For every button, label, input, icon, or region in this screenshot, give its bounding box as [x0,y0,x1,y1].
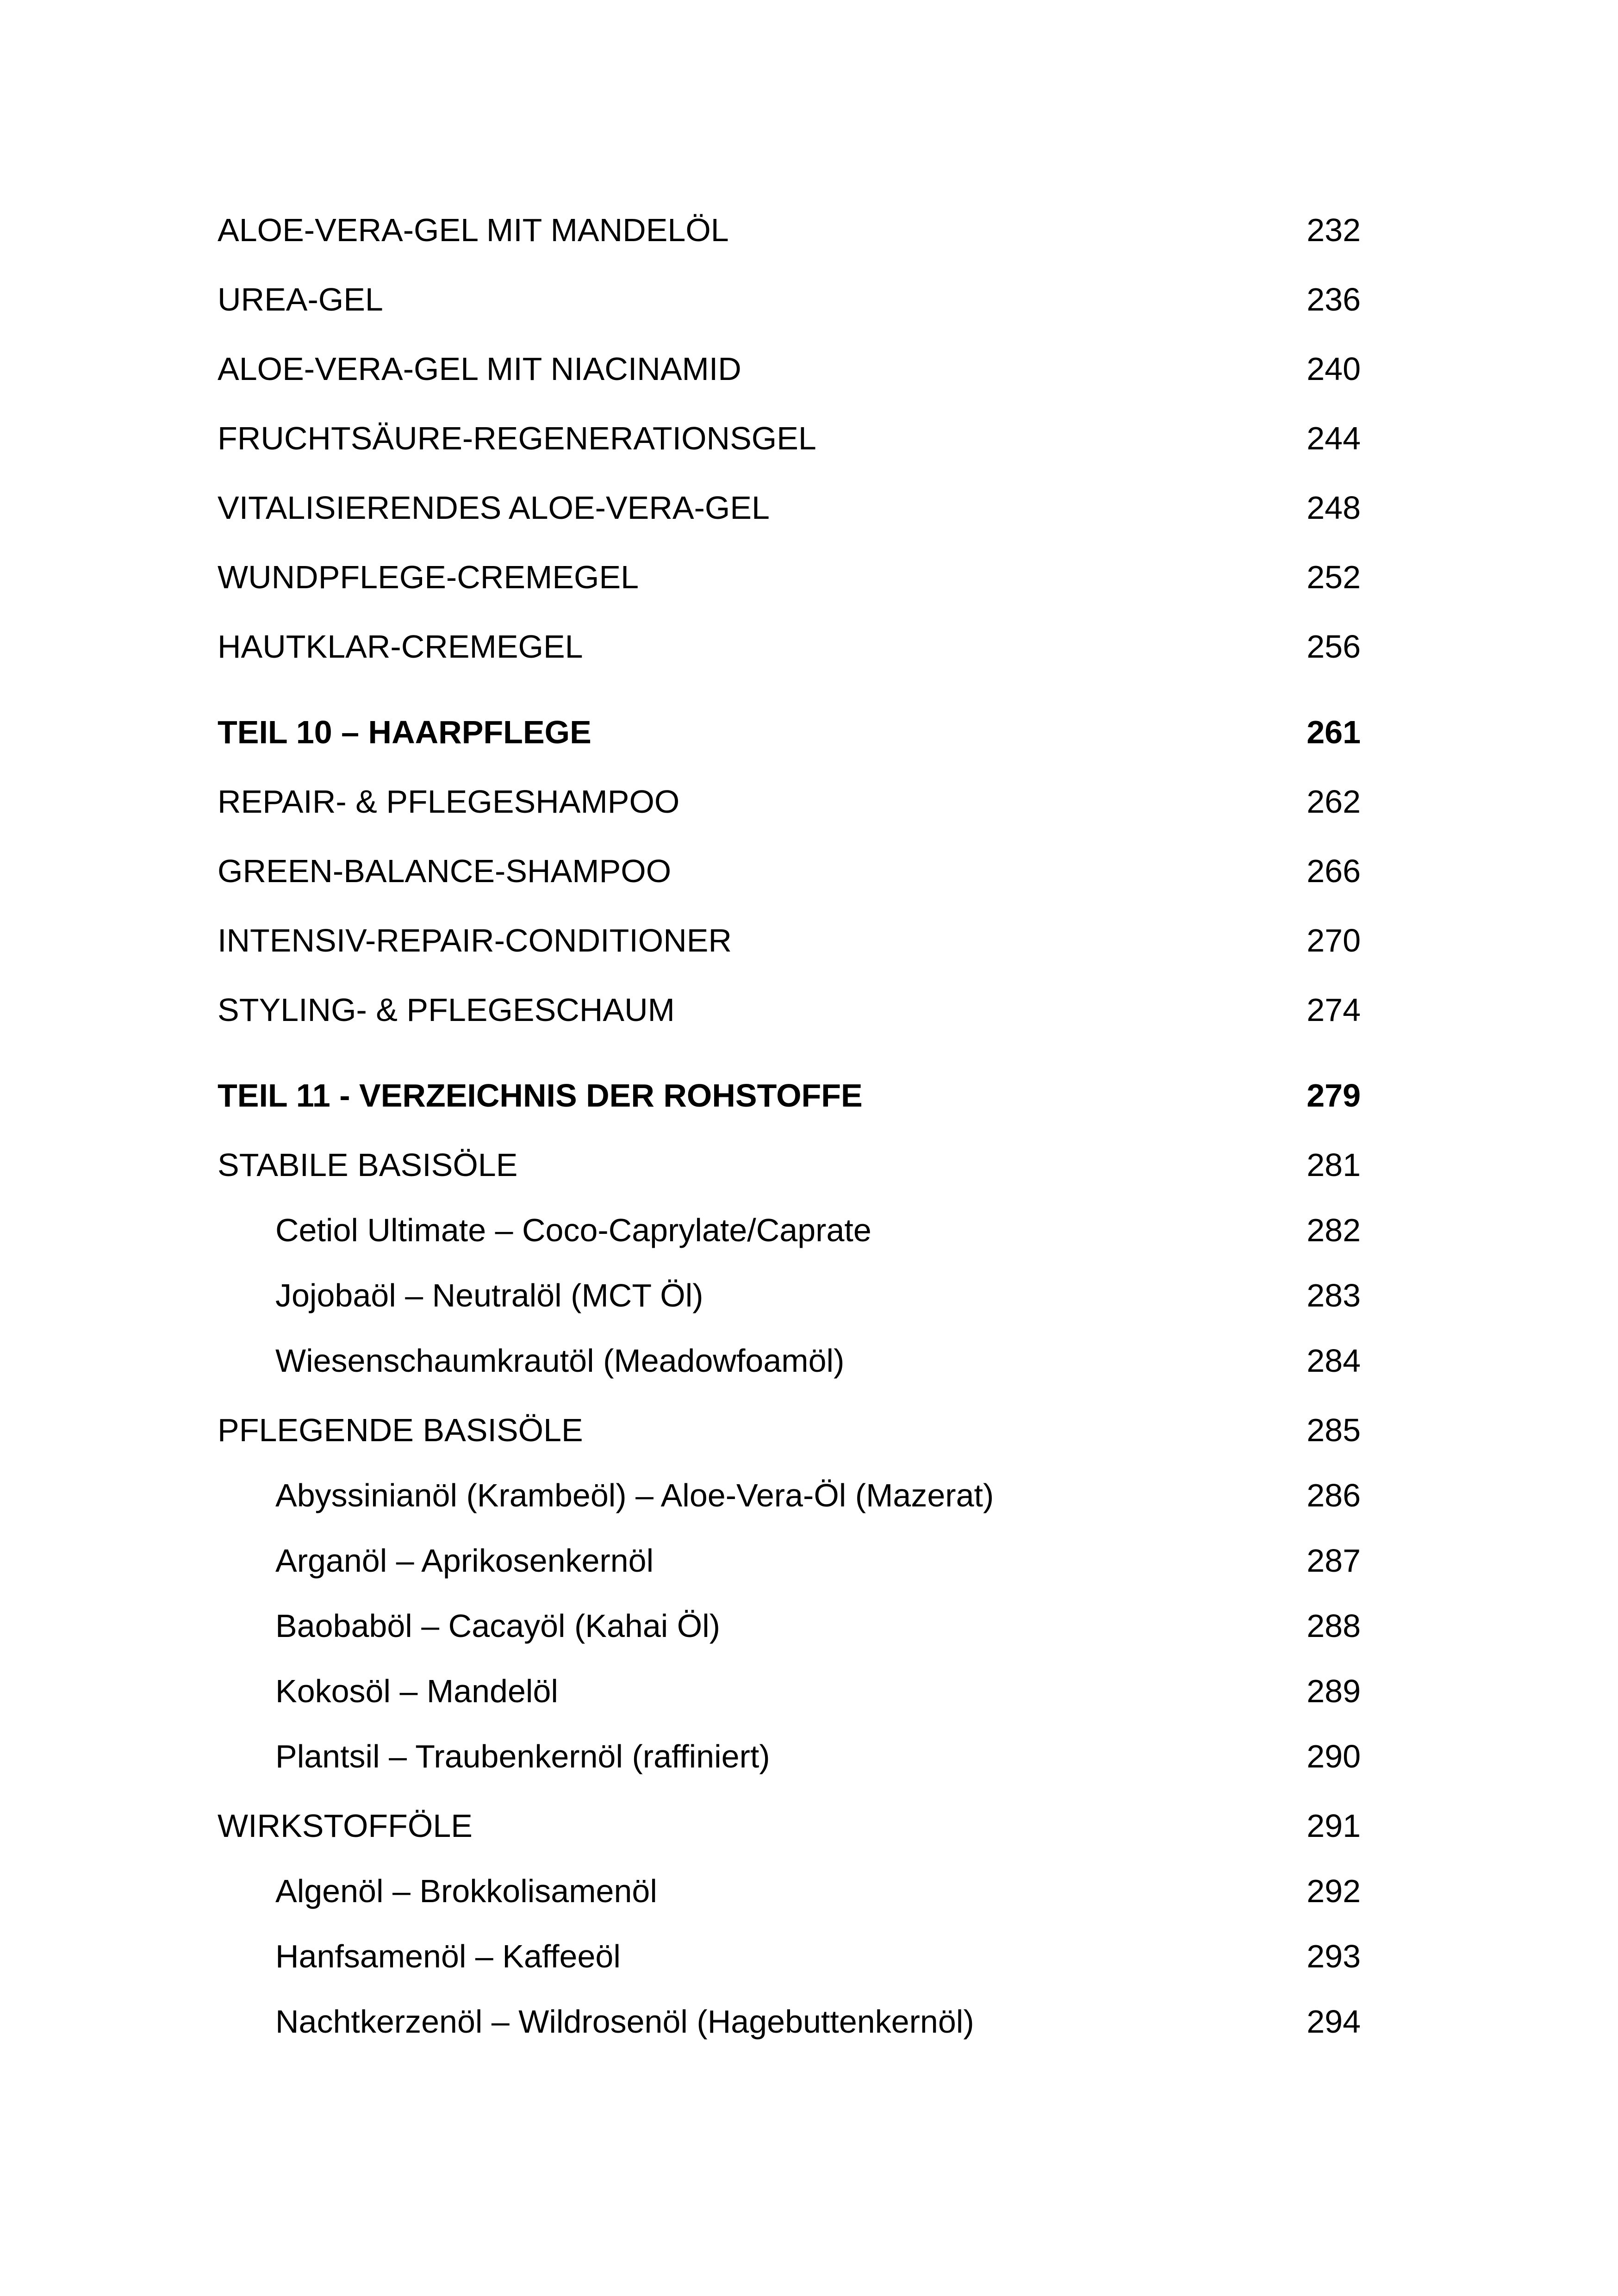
toc-entry-page: 236 [1307,281,1361,317]
toc-entry-label: GREEN-BALANCE-SHAMPOO [218,853,672,889]
toc-subitem-label: Kokosöl – Mandelöl [275,1673,558,1709]
toc-subitem-row [218,1875,1361,1907]
toc-entry-page: 274 [1307,992,1361,1028]
toc-subitem-row [218,1740,1361,1773]
toc-item-row [218,492,1361,524]
toc-entry-page: 248 [1307,490,1361,526]
toc-group-label: PFLEGENDE BASISÖLE [218,1412,583,1448]
toc-subitem-page: 289 [1307,1673,1361,1709]
toc-part-label: TEIL 11 - VERZEICHNIS DER ROHSTOFFE [218,1077,863,1114]
toc-subitem-page: 293 [1307,1938,1361,1974]
toc-subitem-page: 283 [1307,1277,1361,1313]
toc-group-label: STABILE BASISÖLE [218,1147,518,1183]
toc-subitem-label: Cetiol Ultimate – Coco-Caprylate/Caprate [275,1212,871,1248]
toc-entry-label: REPAIR- & PFLEGESHAMPOO [218,784,680,820]
toc-item-row [218,855,1361,887]
toc-item-row [218,561,1361,593]
toc-item-row [218,283,1361,316]
toc-group-page: 281 [1307,1147,1361,1183]
toc-entry-label: WUNDPFLEGE-CREMEGEL [218,559,639,595]
toc-entry-label: UREA-GEL [218,281,383,317]
toc-subitem-label: Algenöl – Brokkolisamenöl [275,1873,657,1909]
toc-entry-label: ALOE-VERA-GEL MIT NIACINAMID [218,351,741,387]
toc-subitem-label: Nachtkerzenöl – Wildrosenöl (Hagebuttenkernöl) [275,2004,974,2040]
toc-part-page: 279 [1307,1077,1361,1114]
toc-entry-page: 256 [1307,628,1361,665]
toc-subitem-row [218,1479,1361,1512]
toc-subitem-page: 294 [1307,2004,1361,2040]
toc-group-page: 291 [1307,1808,1361,1844]
toc-item-row [218,422,1361,454]
toc-subitem-label: Arganöl – Aprikosenkernöl [275,1543,654,1579]
toc-subitem-row [218,1675,1361,1707]
toc-subitem-label: Hanfsamenöl – Kaffeeöl [275,1938,621,1974]
toc-entry-label: VITALISIERENDES ALOE-VERA-GEL [218,490,770,526]
toc-subitem-page: 287 [1307,1543,1361,1579]
toc-item-row [218,785,1361,818]
toc-entry-label: HAUTKLAR-CREMEGEL [218,628,583,665]
toc-subitem-label: Baobaböl – Cacayöl (Kahai Öl) [275,1608,721,1644]
toc-subitem-row [218,1214,1361,1246]
toc-subitem-label: Abyssinianöl (Krambeöl) – Aloe-Vera-Öl (Mazerat) [275,1477,994,1513]
toc-item-row [218,924,1361,957]
toc-entry-page: 266 [1307,853,1361,889]
toc-entry-page: 252 [1307,559,1361,595]
toc-item-row [218,353,1361,385]
toc-subitem-label: Wiesenschaumkrautöl (Meadowfoamöl) [275,1343,845,1379]
toc-subitem-row [218,1544,1361,1577]
toc-subitem-row [218,1344,1361,1377]
toc-subitem-page: 284 [1307,1343,1361,1379]
toc-entry-page: 232 [1307,212,1361,248]
toc-group-row [218,1810,1361,1842]
toc-subitem-row [218,1940,1361,1972]
toc-entry-label: INTENSIV-REPAIR-CONDITIONER [218,922,732,958]
toc-part-row [218,716,1361,748]
toc-subitem-page: 288 [1307,1608,1361,1644]
toc-part-page: 261 [1307,714,1361,750]
toc-subitem-page: 292 [1307,1873,1361,1909]
toc-group-label: WIRKSTOFFÖLE [218,1808,473,1844]
toc-entry-page: 240 [1307,351,1361,387]
toc-part-label: TEIL 10 – HAARPFLEGE [218,714,591,750]
toc-entry-label: ALOE-VERA-GEL MIT MANDELÖL [218,212,729,248]
toc-subitem-page: 282 [1307,1212,1361,1248]
table-of-contents [218,214,1361,2038]
toc-subitem-row [218,2005,1361,2038]
toc-subitem-label: Plantsil – Traubenkernöl (raffiniert) [275,1738,770,1774]
toc-entry-label: FRUCHTSÄURE-REGENERATIONSGEL [218,420,816,456]
toc-entry-page: 270 [1307,922,1361,958]
toc-subitem-page: 290 [1307,1738,1361,1774]
toc-subitem-row [218,1610,1361,1642]
toc-group-page: 285 [1307,1412,1361,1448]
toc-item-row [218,994,1361,1026]
toc-group-row [218,1149,1361,1181]
toc-item-row [218,630,1361,663]
toc-entry-page: 262 [1307,784,1361,820]
toc-subitem-label: Jojobaöl – Neutralöl (MCT Öl) [275,1277,703,1313]
toc-subitem-page: 286 [1307,1477,1361,1513]
toc-part-row [218,1079,1361,1112]
toc-entry-page: 244 [1307,420,1361,456]
toc-item-row [218,214,1361,246]
toc-subitem-row [218,1279,1361,1312]
toc-group-row [218,1414,1361,1446]
toc-entry-label: STYLING- & PFLEGESCHAUM [218,992,675,1028]
